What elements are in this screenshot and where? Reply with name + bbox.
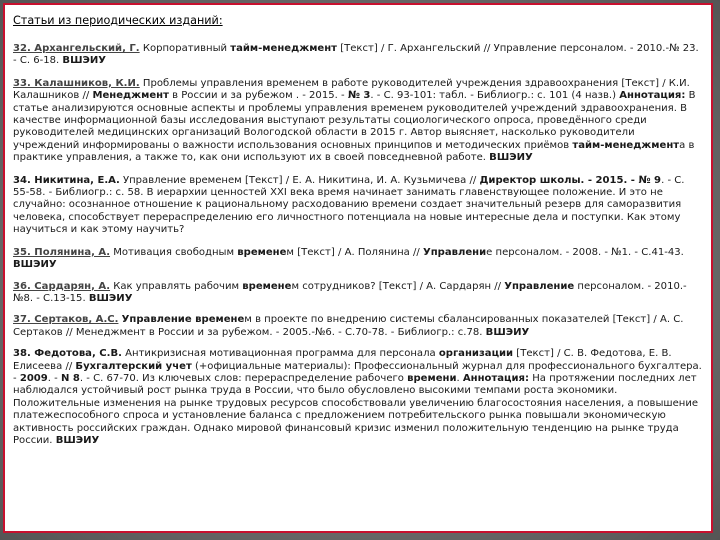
page-title: Статьи из периодических изданий:: [13, 14, 223, 27]
library-code: ВШЭИУ: [485, 326, 530, 338]
citation-33: 33. Калашников, К.И. Проблемы управления временем в работе руководителей учреждения здравоохранения [Текст] / К.И. Калашников // Менеджмент в России и за рубежом . - 2015. - № 3. - С. 93-101: табл. - Библиогр.: с. 101 (4 назв.) Аннотация: В статье анализируются основные аспекты и проблемы управления временем руководителей учреждений здравоохранения. В качестве информационной базы исследования выступают результаты социологического опроса, проведённого среди руководителей медицинских организаций Вологодской области в 2015 г. Автор выясняет, насколько руководители учреждений информированы о важности использования основных принципов и методических приёмов тайм-менеджмента в практике управления, а также то, как они используют их в своей повседневной работе. ВШЭИУ: [13, 77, 696, 164]
author-link[interactable]: 35. Полянина, А.: [13, 246, 111, 258]
author-name: 38. Федотова, С.В.: [13, 348, 122, 360]
library-code: ВШЭИУ: [13, 259, 57, 271]
library-code: ВШЭИУ: [88, 292, 133, 304]
citation-35: 35. Полянина, А. Мотивация свободным временем [Текст] / А. Полянина // Управление персоналом. - 2008. - №1. - С.41-43. ВШЭИУ: [13, 246, 684, 271]
document-page: [3, 3, 713, 533]
citation-37: 37. Сертаков, А.С. Управление временем в проекте по внедрению системы сбалансированных показателей [Текст] / А. С. Сертаков // Менеджмент в России и за рубежом. - 2005.-№6. - С.70-78. - Библиогр.: с.78. ВШЭИУ: [13, 314, 684, 338]
author-link[interactable]: 37. Сертаков, А.С.: [13, 314, 119, 326]
library-code: ВШЭИУ: [62, 55, 107, 67]
citation-32: 32. Архангельский, Г. Корпоративный тайм-менеджмент [Текст] / Г. Архангельский // Управление персоналом. - 2010.-№ 23. - С. 6-18. ВШЭИУ: [13, 43, 699, 67]
author-name: 34. Никитина, Е.А.: [13, 174, 120, 186]
author-link[interactable]: 33. Калашников, К.И.: [13, 77, 140, 89]
author-link[interactable]: 32. Архангельский, Г.: [13, 43, 140, 54]
citation-34: 34. Никитина, Е.А. Управление временем [Текст] / Е. А. Никитина, И. А. Кузьмичева // Директор школы. - 2015. - № 9. - С. 55-58. - Библиогр.: с. 58. В иерархии ценностей XXI века время начинает занимать главенствующее положение. И это не случайно: осознанное отношение к рациональному расходованию времени создает значительный резерв для саморазвития человека, способствует перераспределению его личностного потенциала на новые интересные дела и поступки. Как этому научиться и как этому научить?: [13, 174, 685, 236]
library-code: ВШЭИУ: [489, 152, 533, 164]
library-code: ВШЭИУ: [55, 434, 100, 446]
author-link[interactable]: 36. Сардарян, А.: [13, 280, 111, 292]
citation-36: 36. Сардарян, А. Как управлять рабочим временем сотрудников? [Текст] / А. Сардарян // Управление персоналом. - 2010.-№8. - С.13-15. ВШЭИУ: [13, 280, 687, 304]
citation-38: 38. Федотова, С.В. Антикризисная мотивационная программа для персонала организации [Текст] / С. В. Федотова, Е. В. Елисеева // Бухгалтерский учет (+официальные материалы): Профессиональный журнал для профессионального бухгалтера. - 2009. - N 8. - С. 67-70. Из ключевых слов: перераспределение рабочего времени. Аннотация: На протяжении последних лет наблюдался устойчивый рост рынка труда в России, что было обусловлено высокими темпами роста экономики. Положительные изменения на рынке трудовых ресурсов способствовали увеличению благосостояния населения, а повышение платежеспособного спроса и установление баланса с предложением потребительского рынка повышали экономическую активность российских граждан. Однако мировой финансовый кризис изменил положительную тенденцию на рынке труда России. ВШЭИУ: [13, 348, 702, 446]
